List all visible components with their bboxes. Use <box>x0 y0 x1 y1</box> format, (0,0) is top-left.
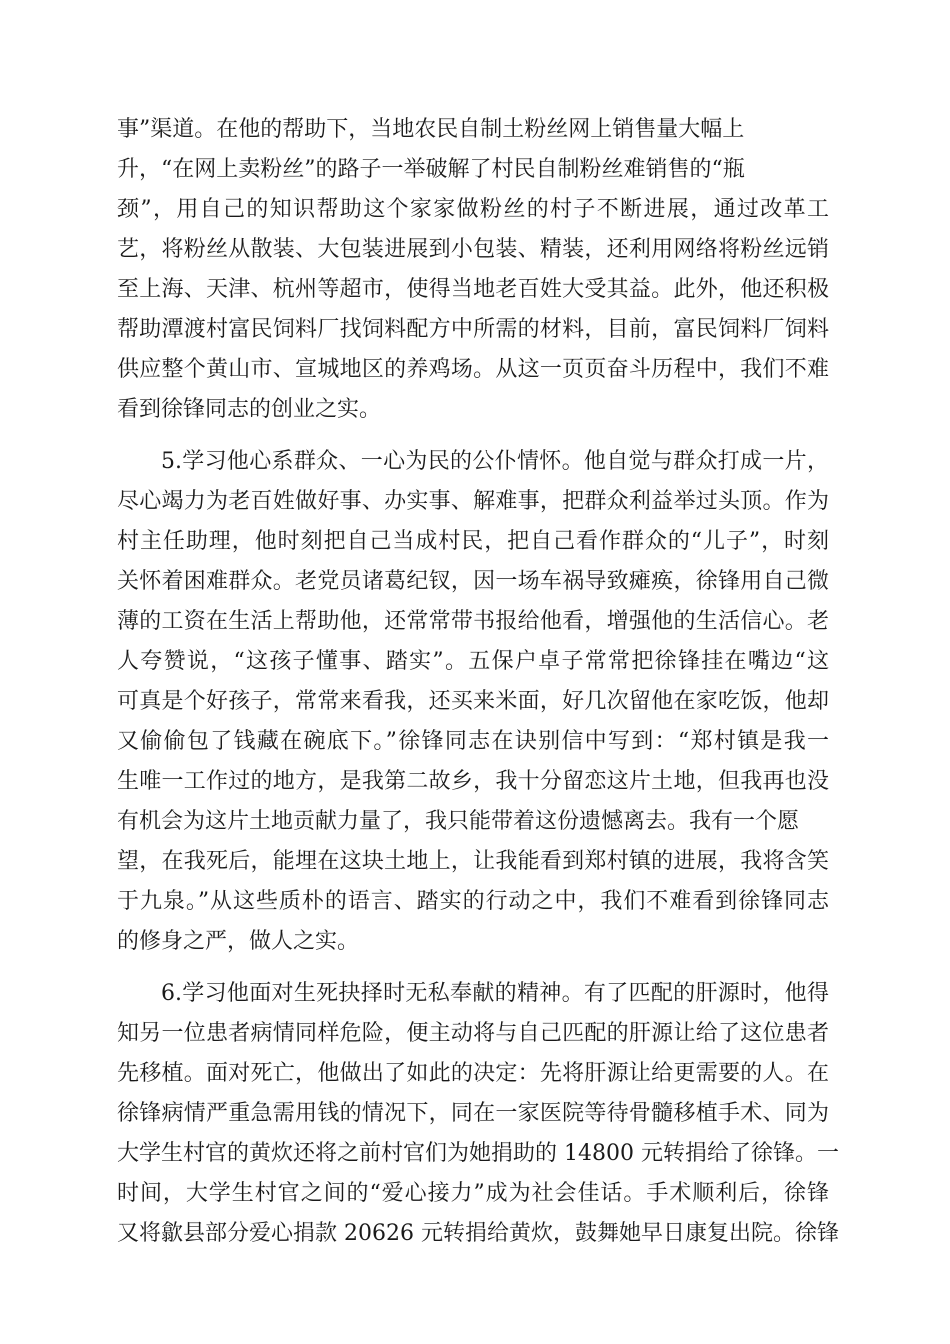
text-line: 有机会为这片土地贡献力量了，我只能带着这份遗憾离去。我有一个愿 <box>117 809 800 834</box>
text-line: 供应整个黄山市、宣城地区的养鸡场。从这一页页奋斗历程中，我们不难 <box>117 357 829 382</box>
text-line: 望，在我死后，能埋在这块土地上，让我能看到郑村镇的进展，我将含笑 <box>117 849 829 874</box>
text-line: 颈”，用自己的知识帮助这个家家做粉丝的村子不断进展，通过改革工 <box>117 197 829 222</box>
text-line: 升，“在网上卖粉丝”的路子一举破解了村民自制粉丝难销售的“瓶 <box>117 157 745 182</box>
text-line: 可真是个好孩子，常常来看我，还买来米面，好几次留他在家吃饭，他却 <box>117 689 829 714</box>
text-line: 于九泉。”从这些质朴的语言、踏实的行动之中，我们不难看到徐锋同志 <box>117 889 829 914</box>
text-line: 帮助潭渡村富民饲料厂找饲料配方中所需的材料，目前，富民饲料厂饲料 <box>117 317 829 342</box>
text-line: 生唯一工作过的地方，是我第二故乡，我十分留恋这片土地，但我再也没 <box>117 769 829 794</box>
text-line: 看到徐锋同志的创业之实。 <box>117 397 382 422</box>
text-line: 人夸赞说，“这孩子懂事、踏实”。五保户卓子常常把徐锋挂在嘴边“这 <box>117 649 829 674</box>
text-line: 先移植。面对死亡，他做出了如此的决定：先将肝源让给更需要的人。在 <box>117 1061 829 1086</box>
text-line: 大学生村官的黄炊还将之前村官们为她捐助的 14800 元转捐给了徐锋。一 <box>117 1141 839 1166</box>
text-line: 至上海、天津、杭州等超市，使得当地老百姓大受其益。此外，他还积极 <box>117 277 829 302</box>
text-line: 艺，将粉丝从散装、大包装进展到小包装、精装，还利用网络将粉丝远销 <box>117 237 829 262</box>
paragraph-first-line: 5.学习他心系群众、一心为民的公仆情怀。他自觉与群众打成一片， <box>161 449 829 474</box>
text-line: 的修身之严，做人之实。 <box>117 929 360 954</box>
text-line: 薄的工资在生活上帮助他，还常常带书报给他看，增强他的生活信心。老 <box>117 609 829 634</box>
text-line: 又偷偷包了钱藏在碗底下。”徐锋同志在诀别信中写到：“郑村镇是我一 <box>117 729 829 754</box>
text-line: 徐锋病情严重急需用钱的情况下，同在一家医院等待骨髓移植手术、同为 <box>117 1101 829 1126</box>
text-line: 时间，大学生村官之间的“爱心接力”成为社会佳话。手术顺利后，徐锋 <box>117 1181 829 1206</box>
text-line: 知另一位患者病情同样危险，便主动将与自己匹配的肝源让给了这位患者 <box>117 1021 829 1046</box>
text-line: 事”渠道。在他的帮助下，当地农民自制土粉丝网上销售量大幅上 <box>117 117 745 142</box>
text-line: 关怀着困难群众。老党员诸葛纪钗，因一场车祸导致瘫痪，徐锋用自己微 <box>117 569 829 594</box>
text-line: 村主任助理，他时刻把自己当成村民，把自己看作群众的“儿子”，时刻 <box>117 529 829 554</box>
text-line: 又将歙县部分爱心捐款 20626 元转捐给黄炊，鼓舞她早日康复出院。徐锋 <box>117 1221 839 1246</box>
text-line: 尽心竭力为老百姓做好事、办实事、解难事，把群众利益举过头顶。作为 <box>117 489 829 514</box>
paragraph-first-line: 6.学习他面对生死抉择时无私奉献的精神。有了匹配的肝源时，他得 <box>161 981 829 1006</box>
